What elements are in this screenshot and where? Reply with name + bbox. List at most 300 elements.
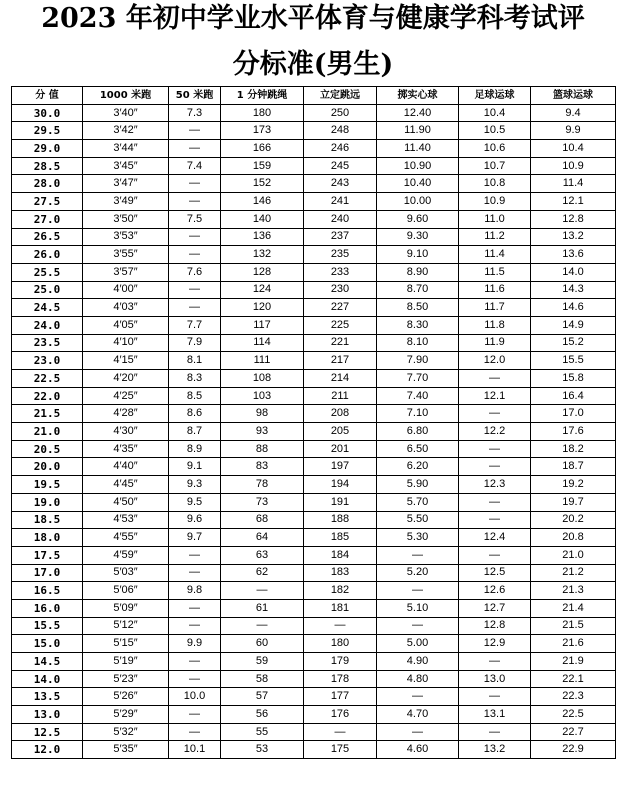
header-50m-run: 50 米跑 bbox=[169, 87, 221, 105]
cell-shot-put: — bbox=[377, 617, 459, 635]
cell-score: 15.0 bbox=[12, 635, 83, 653]
cell-soccer-dribble: 12.9 bbox=[459, 635, 531, 653]
cell-jump-rope: 78 bbox=[221, 476, 304, 494]
table-row bbox=[12, 493, 616, 511]
cell-score: 21.0 bbox=[12, 423, 83, 441]
cell-shot-put: 9.60 bbox=[377, 210, 459, 228]
cell-1000m-run: 3′47″ bbox=[83, 175, 169, 193]
table-row bbox=[12, 706, 616, 724]
cell-shot-put: 5.90 bbox=[377, 476, 459, 494]
cell-shot-put: 4.70 bbox=[377, 706, 459, 724]
cell-jump-rope: 93 bbox=[221, 423, 304, 441]
cell-50m-run: — bbox=[169, 617, 221, 635]
table-row bbox=[12, 104, 616, 122]
cell-basketball-dribble: 11.4 bbox=[531, 175, 616, 193]
cell-shot-put: 11.90 bbox=[377, 122, 459, 140]
cell-basketball-dribble: 13.2 bbox=[531, 228, 616, 246]
table-row bbox=[12, 741, 616, 759]
table-row bbox=[12, 723, 616, 741]
cell-standing-long-jump: 235 bbox=[304, 246, 377, 264]
cell-soccer-dribble: — bbox=[459, 458, 531, 476]
cell-shot-put: 9.10 bbox=[377, 246, 459, 264]
cell-basketball-dribble: 12.8 bbox=[531, 210, 616, 228]
cell-shot-put: 12.40 bbox=[377, 104, 459, 122]
table-row bbox=[12, 582, 616, 600]
cell-standing-long-jump: 217 bbox=[304, 352, 377, 370]
cell-50m-run: 7.3 bbox=[169, 104, 221, 122]
cell-50m-run: — bbox=[169, 122, 221, 140]
table-row bbox=[12, 334, 616, 352]
cell-basketball-dribble: 14.9 bbox=[531, 316, 616, 334]
cell-jump-rope: — bbox=[221, 617, 304, 635]
cell-1000m-run: 5′06″ bbox=[83, 582, 169, 600]
cell-shot-put: 7.90 bbox=[377, 352, 459, 370]
cell-score: 28.5 bbox=[12, 157, 83, 175]
cell-jump-rope: 166 bbox=[221, 140, 304, 158]
cell-basketball-dribble: 17.6 bbox=[531, 423, 616, 441]
cell-50m-run: 8.9 bbox=[169, 440, 221, 458]
cell-jump-rope: 73 bbox=[221, 493, 304, 511]
cell-basketball-dribble: 15.2 bbox=[531, 334, 616, 352]
cell-score: 12.0 bbox=[12, 741, 83, 759]
cell-soccer-dribble: — bbox=[459, 405, 531, 423]
cell-shot-put: 7.70 bbox=[377, 370, 459, 388]
cell-basketball-dribble: 9.4 bbox=[531, 104, 616, 122]
cell-1000m-run: 4′10″ bbox=[83, 334, 169, 352]
table-row bbox=[12, 546, 616, 564]
cell-soccer-dribble: 10.8 bbox=[459, 175, 531, 193]
cell-1000m-run: 4′50″ bbox=[83, 493, 169, 511]
cell-soccer-dribble: 12.2 bbox=[459, 423, 531, 441]
table-row bbox=[12, 228, 616, 246]
cell-standing-long-jump: 201 bbox=[304, 440, 377, 458]
cell-1000m-run: 5′12″ bbox=[83, 617, 169, 635]
cell-1000m-run: 3′53″ bbox=[83, 228, 169, 246]
cell-soccer-dribble: 12.8 bbox=[459, 617, 531, 635]
header-jump-rope: 1 分钟跳绳 bbox=[221, 87, 304, 105]
cell-1000m-run: 4′15″ bbox=[83, 352, 169, 370]
cell-standing-long-jump: 180 bbox=[304, 635, 377, 653]
cell-soccer-dribble: 10.4 bbox=[459, 104, 531, 122]
cell-50m-run: 9.8 bbox=[169, 582, 221, 600]
table-row bbox=[12, 458, 616, 476]
cell-basketball-dribble: 16.4 bbox=[531, 387, 616, 405]
cell-50m-run: — bbox=[169, 228, 221, 246]
cell-1000m-run: 5′19″ bbox=[83, 653, 169, 671]
cell-50m-run: 8.5 bbox=[169, 387, 221, 405]
cell-soccer-dribble: 12.4 bbox=[459, 529, 531, 547]
page-title-line-2: 分标准(男生) bbox=[232, 49, 394, 80]
cell-jump-rope: 56 bbox=[221, 706, 304, 724]
table-row bbox=[12, 423, 616, 441]
cell-basketball-dribble: 12.1 bbox=[531, 193, 616, 211]
table-row bbox=[12, 617, 616, 635]
cell-jump-rope: 136 bbox=[221, 228, 304, 246]
cell-50m-run: — bbox=[169, 140, 221, 158]
table-row bbox=[12, 511, 616, 529]
cell-50m-run: 7.9 bbox=[169, 334, 221, 352]
cell-50m-run: 8.7 bbox=[169, 423, 221, 441]
cell-soccer-dribble: 11.6 bbox=[459, 281, 531, 299]
cell-soccer-dribble: — bbox=[459, 723, 531, 741]
cell-50m-run: 9.7 bbox=[169, 529, 221, 547]
cell-score: 27.5 bbox=[12, 193, 83, 211]
cell-jump-rope: 98 bbox=[221, 405, 304, 423]
cell-1000m-run: 5′35″ bbox=[83, 741, 169, 759]
cell-standing-long-jump: 243 bbox=[304, 175, 377, 193]
cell-50m-run: — bbox=[169, 175, 221, 193]
cell-shot-put: 10.40 bbox=[377, 175, 459, 193]
cell-shot-put: 5.00 bbox=[377, 635, 459, 653]
cell-soccer-dribble: 12.7 bbox=[459, 599, 531, 617]
cell-1000m-run: 4′05″ bbox=[83, 316, 169, 334]
cell-score: 12.5 bbox=[12, 723, 83, 741]
cell-soccer-dribble: — bbox=[459, 653, 531, 671]
cell-1000m-run: 4′30″ bbox=[83, 423, 169, 441]
page-title-line-1: 2023 年初中学业水平体育与健康学科考试评 bbox=[41, 3, 585, 34]
header-soccer-dribble: 足球运球 bbox=[459, 87, 531, 105]
cell-1000m-run: 3′42″ bbox=[83, 122, 169, 140]
cell-basketball-dribble: 22.9 bbox=[531, 741, 616, 759]
cell-basketball-dribble: 22.1 bbox=[531, 670, 616, 688]
cell-50m-run: — bbox=[169, 193, 221, 211]
cell-50m-run: — bbox=[169, 706, 221, 724]
cell-standing-long-jump: — bbox=[304, 723, 377, 741]
cell-standing-long-jump: 175 bbox=[304, 741, 377, 759]
cell-jump-rope: 146 bbox=[221, 193, 304, 211]
cell-score: 17.0 bbox=[12, 564, 83, 582]
table-row bbox=[12, 635, 616, 653]
cell-50m-run: 9.5 bbox=[169, 493, 221, 511]
table-row bbox=[12, 210, 616, 228]
cell-shot-put: 5.20 bbox=[377, 564, 459, 582]
cell-1000m-run: 4′25″ bbox=[83, 387, 169, 405]
cell-1000m-run: 3′45″ bbox=[83, 157, 169, 175]
cell-jump-rope: 132 bbox=[221, 246, 304, 264]
score-table bbox=[11, 86, 616, 759]
cell-soccer-dribble: 11.9 bbox=[459, 334, 531, 352]
table-row bbox=[12, 246, 616, 264]
cell-1000m-run: 5′26″ bbox=[83, 688, 169, 706]
table-row bbox=[12, 263, 616, 281]
cell-jump-rope: 88 bbox=[221, 440, 304, 458]
cell-basketball-dribble: 21.5 bbox=[531, 617, 616, 635]
table-row bbox=[12, 599, 616, 617]
cell-shot-put: 8.10 bbox=[377, 334, 459, 352]
cell-standing-long-jump: 188 bbox=[304, 511, 377, 529]
cell-shot-put: — bbox=[377, 546, 459, 564]
cell-basketball-dribble: 21.6 bbox=[531, 635, 616, 653]
cell-basketball-dribble: 15.5 bbox=[531, 352, 616, 370]
cell-basketball-dribble: 14.0 bbox=[531, 263, 616, 281]
cell-jump-rope: 180 bbox=[221, 104, 304, 122]
cell-score: 16.0 bbox=[12, 599, 83, 617]
cell-standing-long-jump: 227 bbox=[304, 299, 377, 317]
cell-jump-rope: 62 bbox=[221, 564, 304, 582]
cell-50m-run: 8.6 bbox=[169, 405, 221, 423]
cell-50m-run: 9.9 bbox=[169, 635, 221, 653]
cell-soccer-dribble: 10.7 bbox=[459, 157, 531, 175]
table-row bbox=[12, 688, 616, 706]
cell-score: 25.5 bbox=[12, 263, 83, 281]
cell-soccer-dribble: 12.6 bbox=[459, 582, 531, 600]
cell-shot-put: 8.70 bbox=[377, 281, 459, 299]
cell-basketball-dribble: 20.2 bbox=[531, 511, 616, 529]
cell-score: 22.5 bbox=[12, 370, 83, 388]
cell-standing-long-jump: 240 bbox=[304, 210, 377, 228]
cell-score: 21.5 bbox=[12, 405, 83, 423]
cell-shot-put: 5.70 bbox=[377, 493, 459, 511]
cell-standing-long-jump: 221 bbox=[304, 334, 377, 352]
table-row bbox=[12, 299, 616, 317]
table-row bbox=[12, 157, 616, 175]
cell-standing-long-jump: 178 bbox=[304, 670, 377, 688]
cell-basketball-dribble: 10.4 bbox=[531, 140, 616, 158]
cell-basketball-dribble: 15.8 bbox=[531, 370, 616, 388]
cell-basketball-dribble: 10.9 bbox=[531, 157, 616, 175]
cell-1000m-run: 4′20″ bbox=[83, 370, 169, 388]
cell-jump-rope: 61 bbox=[221, 599, 304, 617]
cell-score: 13.5 bbox=[12, 688, 83, 706]
cell-jump-rope: 108 bbox=[221, 370, 304, 388]
cell-basketball-dribble: 22.5 bbox=[531, 706, 616, 724]
cell-basketball-dribble: 14.3 bbox=[531, 281, 616, 299]
cell-score: 19.0 bbox=[12, 493, 83, 511]
cell-1000m-run: 5′23″ bbox=[83, 670, 169, 688]
cell-50m-run: 7.6 bbox=[169, 263, 221, 281]
cell-score: 18.5 bbox=[12, 511, 83, 529]
cell-score: 26.5 bbox=[12, 228, 83, 246]
cell-score: 14.0 bbox=[12, 670, 83, 688]
table-row bbox=[12, 653, 616, 671]
cell-shot-put: 4.80 bbox=[377, 670, 459, 688]
cell-score: 24.5 bbox=[12, 299, 83, 317]
cell-soccer-dribble: 12.5 bbox=[459, 564, 531, 582]
cell-jump-rope: 83 bbox=[221, 458, 304, 476]
cell-standing-long-jump: 183 bbox=[304, 564, 377, 582]
cell-jump-rope: 120 bbox=[221, 299, 304, 317]
cell-standing-long-jump: 179 bbox=[304, 653, 377, 671]
cell-jump-rope: 68 bbox=[221, 511, 304, 529]
cell-shot-put: 8.50 bbox=[377, 299, 459, 317]
cell-score: 22.0 bbox=[12, 387, 83, 405]
cell-soccer-dribble: 10.5 bbox=[459, 122, 531, 140]
cell-basketball-dribble: 17.0 bbox=[531, 405, 616, 423]
cell-1000m-run: 4′00″ bbox=[83, 281, 169, 299]
table-body bbox=[12, 104, 616, 758]
cell-jump-rope: 140 bbox=[221, 210, 304, 228]
cell-soccer-dribble: 11.8 bbox=[459, 316, 531, 334]
cell-jump-rope: 128 bbox=[221, 263, 304, 281]
cell-50m-run: — bbox=[169, 599, 221, 617]
cell-1000m-run: 4′59″ bbox=[83, 546, 169, 564]
cell-50m-run: — bbox=[169, 723, 221, 741]
cell-soccer-dribble: — bbox=[459, 688, 531, 706]
cell-jump-rope: 57 bbox=[221, 688, 304, 706]
cell-basketball-dribble: 13.6 bbox=[531, 246, 616, 264]
cell-shot-put: 10.00 bbox=[377, 193, 459, 211]
cell-shot-put: 9.30 bbox=[377, 228, 459, 246]
cell-shot-put: 11.40 bbox=[377, 140, 459, 158]
cell-50m-run: 7.7 bbox=[169, 316, 221, 334]
cell-standing-long-jump: 191 bbox=[304, 493, 377, 511]
table-row bbox=[12, 564, 616, 582]
cell-standing-long-jump: 245 bbox=[304, 157, 377, 175]
cell-shot-put: 5.50 bbox=[377, 511, 459, 529]
table-row bbox=[12, 352, 616, 370]
cell-shot-put: — bbox=[377, 688, 459, 706]
cell-standing-long-jump: 177 bbox=[304, 688, 377, 706]
cell-1000m-run: 3′40″ bbox=[83, 104, 169, 122]
cell-standing-long-jump: 211 bbox=[304, 387, 377, 405]
cell-1000m-run: 4′55″ bbox=[83, 529, 169, 547]
cell-basketball-dribble: 21.2 bbox=[531, 564, 616, 582]
table-row bbox=[12, 440, 616, 458]
cell-1000m-run: 4′28″ bbox=[83, 405, 169, 423]
cell-jump-rope: — bbox=[221, 582, 304, 600]
cell-1000m-run: 4′40″ bbox=[83, 458, 169, 476]
cell-50m-run: 10.1 bbox=[169, 741, 221, 759]
cell-basketball-dribble: 18.7 bbox=[531, 458, 616, 476]
cell-standing-long-jump: 225 bbox=[304, 316, 377, 334]
cell-basketball-dribble: 21.4 bbox=[531, 599, 616, 617]
cell-basketball-dribble: 21.3 bbox=[531, 582, 616, 600]
cell-50m-run: — bbox=[169, 246, 221, 264]
table-row bbox=[12, 122, 616, 140]
cell-score: 29.0 bbox=[12, 140, 83, 158]
cell-50m-run: 9.1 bbox=[169, 458, 221, 476]
cell-soccer-dribble: 11.4 bbox=[459, 246, 531, 264]
cell-basketball-dribble: 9.9 bbox=[531, 122, 616, 140]
cell-50m-run: — bbox=[169, 670, 221, 688]
cell-score: 25.0 bbox=[12, 281, 83, 299]
header-row bbox=[12, 87, 616, 105]
cell-50m-run: 8.1 bbox=[169, 352, 221, 370]
table-row bbox=[12, 281, 616, 299]
cell-1000m-run: 5′15″ bbox=[83, 635, 169, 653]
cell-soccer-dribble: 11.7 bbox=[459, 299, 531, 317]
cell-score: 20.5 bbox=[12, 440, 83, 458]
cell-basketball-dribble: 22.7 bbox=[531, 723, 616, 741]
cell-1000m-run: 5′09″ bbox=[83, 599, 169, 617]
cell-50m-run: 9.3 bbox=[169, 476, 221, 494]
table-row bbox=[12, 316, 616, 334]
table-row bbox=[12, 370, 616, 388]
cell-1000m-run: 3′57″ bbox=[83, 263, 169, 281]
cell-soccer-dribble: 10.6 bbox=[459, 140, 531, 158]
header-score: 分 值 bbox=[12, 87, 83, 105]
cell-shot-put: — bbox=[377, 723, 459, 741]
cell-jump-rope: 152 bbox=[221, 175, 304, 193]
cell-soccer-dribble: — bbox=[459, 440, 531, 458]
cell-1000m-run: 3′49″ bbox=[83, 193, 169, 211]
cell-soccer-dribble: — bbox=[459, 546, 531, 564]
cell-score: 16.5 bbox=[12, 582, 83, 600]
cell-jump-rope: 63 bbox=[221, 546, 304, 564]
cell-standing-long-jump: 197 bbox=[304, 458, 377, 476]
cell-shot-put: 6.20 bbox=[377, 458, 459, 476]
cell-jump-rope: 103 bbox=[221, 387, 304, 405]
cell-soccer-dribble: 12.1 bbox=[459, 387, 531, 405]
cell-50m-run: 10.0 bbox=[169, 688, 221, 706]
cell-standing-long-jump: 185 bbox=[304, 529, 377, 547]
cell-standing-long-jump: 208 bbox=[304, 405, 377, 423]
cell-standing-long-jump: 194 bbox=[304, 476, 377, 494]
cell-jump-rope: 117 bbox=[221, 316, 304, 334]
cell-standing-long-jump: 237 bbox=[304, 228, 377, 246]
cell-basketball-dribble: 22.3 bbox=[531, 688, 616, 706]
cell-standing-long-jump: 248 bbox=[304, 122, 377, 140]
cell-standing-long-jump: 214 bbox=[304, 370, 377, 388]
cell-basketball-dribble: 20.8 bbox=[531, 529, 616, 547]
cell-soccer-dribble: 13.1 bbox=[459, 706, 531, 724]
cell-jump-rope: 58 bbox=[221, 670, 304, 688]
cell-1000m-run: 4′45″ bbox=[83, 476, 169, 494]
cell-standing-long-jump: 246 bbox=[304, 140, 377, 158]
cell-score: 28.0 bbox=[12, 175, 83, 193]
table-row bbox=[12, 476, 616, 494]
cell-1000m-run: 5′03″ bbox=[83, 564, 169, 582]
cell-score: 17.5 bbox=[12, 546, 83, 564]
cell-standing-long-jump: 184 bbox=[304, 546, 377, 564]
cell-50m-run: 9.6 bbox=[169, 511, 221, 529]
cell-50m-run: — bbox=[169, 299, 221, 317]
cell-1000m-run: 4′03″ bbox=[83, 299, 169, 317]
cell-score: 26.0 bbox=[12, 246, 83, 264]
cell-basketball-dribble: 14.6 bbox=[531, 299, 616, 317]
cell-shot-put: 4.90 bbox=[377, 653, 459, 671]
cell-jump-rope: 124 bbox=[221, 281, 304, 299]
cell-1000m-run: 4′53″ bbox=[83, 511, 169, 529]
cell-50m-run: — bbox=[169, 281, 221, 299]
cell-shot-put: 7.10 bbox=[377, 405, 459, 423]
cell-score: 24.0 bbox=[12, 316, 83, 334]
cell-score: 30.0 bbox=[12, 104, 83, 122]
cell-standing-long-jump: 250 bbox=[304, 104, 377, 122]
cell-standing-long-jump: 230 bbox=[304, 281, 377, 299]
cell-soccer-dribble: 11.5 bbox=[459, 263, 531, 281]
cell-standing-long-jump: 176 bbox=[304, 706, 377, 724]
table-row bbox=[12, 405, 616, 423]
cell-soccer-dribble: — bbox=[459, 370, 531, 388]
cell-score: 18.0 bbox=[12, 529, 83, 547]
cell-50m-run: 7.4 bbox=[169, 157, 221, 175]
cell-standing-long-jump: 241 bbox=[304, 193, 377, 211]
cell-1000m-run: 3′50″ bbox=[83, 210, 169, 228]
cell-shot-put: 6.50 bbox=[377, 440, 459, 458]
cell-50m-run: — bbox=[169, 564, 221, 582]
cell-soccer-dribble: 12.0 bbox=[459, 352, 531, 370]
cell-50m-run: — bbox=[169, 546, 221, 564]
cell-soccer-dribble: 13.0 bbox=[459, 670, 531, 688]
table-row bbox=[12, 140, 616, 158]
cell-shot-put: 5.10 bbox=[377, 599, 459, 617]
cell-jump-rope: 53 bbox=[221, 741, 304, 759]
cell-shot-put: — bbox=[377, 582, 459, 600]
cell-1000m-run: 5′32″ bbox=[83, 723, 169, 741]
cell-jump-rope: 159 bbox=[221, 157, 304, 175]
cell-1000m-run: 5′29″ bbox=[83, 706, 169, 724]
cell-shot-put: 5.30 bbox=[377, 529, 459, 547]
cell-soccer-dribble: 13.2 bbox=[459, 741, 531, 759]
cell-soccer-dribble: 10.9 bbox=[459, 193, 531, 211]
cell-score: 29.5 bbox=[12, 122, 83, 140]
cell-score: 23.5 bbox=[12, 334, 83, 352]
cell-soccer-dribble: 11.0 bbox=[459, 210, 531, 228]
table-row bbox=[12, 175, 616, 193]
table-row bbox=[12, 529, 616, 547]
cell-standing-long-jump: — bbox=[304, 617, 377, 635]
